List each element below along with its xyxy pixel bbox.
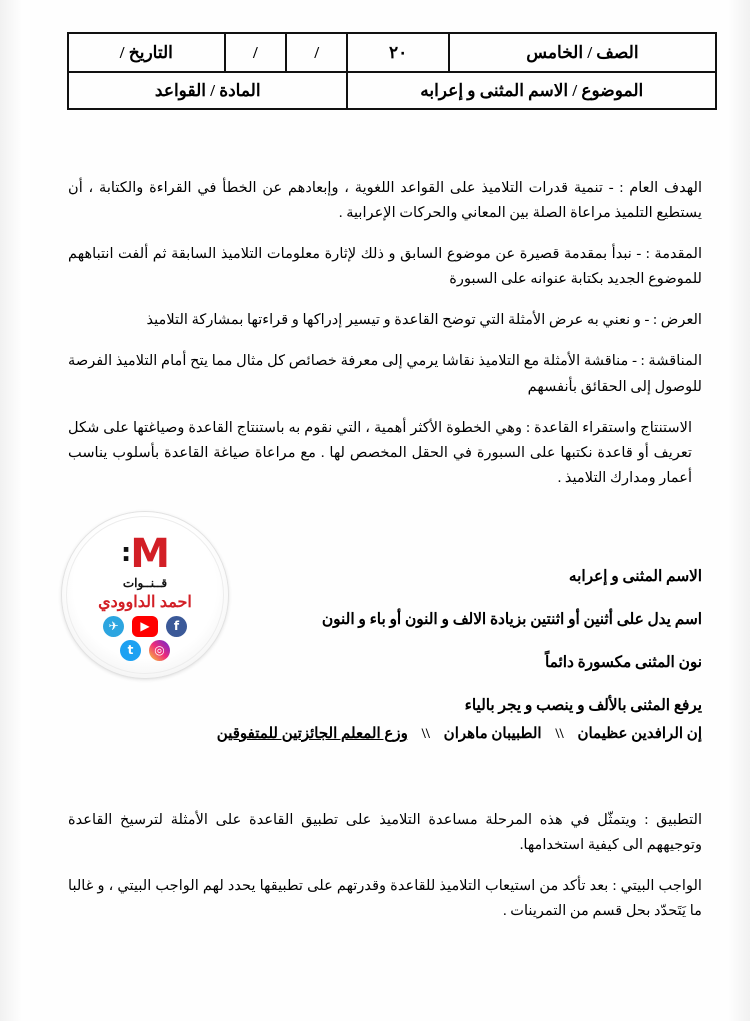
scan-edge-left: [0, 0, 22, 1021]
channel-logo-watermark: [62, 512, 228, 678]
paragraph-aim: الهدف العام : - تنمية قدرات التلاميذ على القواعد اللغوية ، وإبعادهم عن الخطأ في القراءة والكتابة ، أن يستطيع التلميذ مراعاة الصلة بين المعاني والحركات الإعرابية .: [68, 180, 702, 222]
topic-cell: الموضوع / الاسم المثنى و إعرابه: [347, 72, 716, 109]
logo-brand-top: قــنــوات: [122, 576, 168, 590]
logo-m-icon: [62, 531, 228, 577]
logo-brand-main: احمد الداوودي: [98, 594, 192, 611]
instagram-icon: ◎: [149, 640, 170, 661]
date-label-cell: التاريخ /: [68, 33, 225, 72]
lesson-body: [68, 176, 702, 507]
scan-edge-right: [728, 0, 750, 1021]
year-cell: ٢٠: [347, 33, 448, 72]
paragraph-homework: الواجب البيتي : بعد تأكد من استيعاب التلاميذ للقاعدة وقدرتهم على تطبيقها يحدد لهم الواجب البيتي ، و غالبا ما يَتَحدّد بحل قسم من التمرينات .: [68, 878, 702, 920]
rule-line-1: اسم يدل على أثنين أو اثنتين بزيادة الالف و النون أو باء و النون: [321, 610, 702, 628]
rule-line-3: يرفع المثنى بالألف و ينصب و يجر بالياء: [464, 696, 702, 714]
logo-social-row-1: [62, 616, 228, 637]
logo-social-row-2: [62, 640, 228, 661]
logo-m-letter: M: [130, 531, 170, 577]
paragraph-intro: المقدمة : - نبدأ بمقدمة قصيرة عن موضوع السابق و ذلك لإثارة معلومات التلاميذ السابقة ثم ألفت انتباههم للموضوع الجديد بكتابة عنوانه على السبورة: [68, 246, 702, 288]
telegram-icon: ✈: [103, 616, 124, 637]
example-item-3: وزع المعلم الجائزتين للمتفوقين: [216, 726, 408, 742]
examples-row: [68, 724, 702, 743]
subject-cell: المادة / القواعد: [68, 72, 347, 109]
paragraph-presentation: العرض : - و نعني به عرض الأمثلة التي توضح القاعدة و تيسير إدراكها و قراءتها بمشاركة التلاميذ: [146, 312, 702, 329]
example-item-1: إن الرافدين عظيمان: [577, 726, 702, 742]
date-slash-2: /: [225, 33, 286, 72]
example-item-2: الطبيبان ماهران: [443, 726, 542, 742]
paragraph-application: التطبيق : ويتمثّل في هذه المرحلة مساعدة التلاميذ على تطبيق القاعدة على الأمثلة لترسيخ القاعدة وتوجيههم الى كيفية استخدامها.: [68, 812, 702, 854]
lesson-header-table: [67, 32, 717, 110]
grade-cell: الصف / الخامس: [449, 33, 716, 72]
paragraph-discussion: المناقشة : - مناقشة الأمثلة مع التلاميذ نقاشا يرمي إلى معرفة خصائص كل مثال مما يتح أمام التلاميذ الفرصة للوصول إلى الحقائق بأنفسهم: [68, 353, 702, 395]
lesson-footer: [68, 808, 702, 940]
facebook-icon: f: [166, 616, 187, 637]
date-slash-1: /: [286, 33, 347, 72]
example-separator-1: \\: [555, 726, 564, 742]
twitter-icon: t: [120, 640, 141, 661]
table-row: [68, 33, 716, 72]
rules-title: الاسم المثنى و إعرابه: [568, 568, 702, 585]
paragraph-induction: الاستنتاج واستقراء القاعدة : وهي الخطوة الأكثر أهمية ، التي نقوم به باستنتاج القاعدة وصياغتها على شكل تعريف أو قاعدة نكتبها على السبورة في الحقل المخصص لها . مع مراعاة صياغة القاعدة بأسلوب يناسب أعمار ومدارك التلاميذ .: [68, 419, 692, 486]
youtube-icon: ▶: [132, 616, 158, 637]
example-separator-2: \\: [421, 726, 430, 742]
table-row: [68, 72, 716, 109]
logo-dots: :: [120, 538, 131, 568]
rule-line-2: نون المثنى مكسورة دائماً: [544, 653, 702, 671]
